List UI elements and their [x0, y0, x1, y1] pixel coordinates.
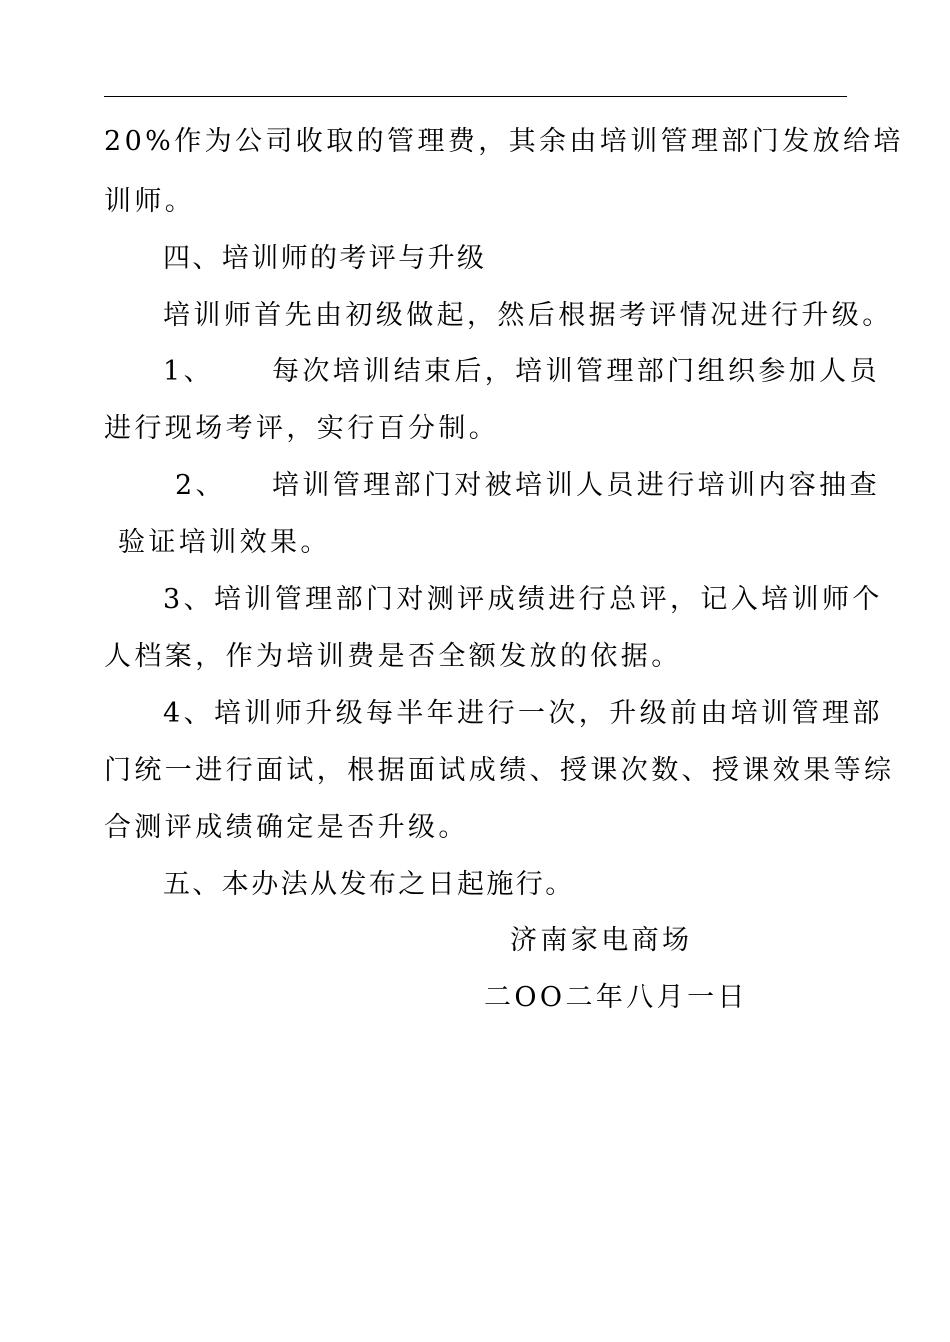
paragraph-line: 20%作为公司收取的管理费，其余由培训管理部门发放给培 — [104, 126, 904, 157]
paragraph-line: 培训师首先由初级做起，然后根据考评情况进行升级。 — [163, 300, 893, 331]
list-item-3: 3、培训管理部门对测评成绩进行总评，记入培训师个 — [163, 584, 883, 615]
paragraph-line: 门统一进行面试，根据面试成绩、授课次数、授课效果等综 — [104, 755, 895, 786]
list-number: 2、 — [175, 470, 226, 501]
paragraph-line: 验证培训效果。 — [118, 527, 331, 558]
paragraph-line: 人档案，作为培训费是否全额发放的依据。 — [104, 641, 682, 672]
list-text: 培训管理部门对被培训人员进行培训内容抽查 — [271, 470, 880, 501]
signature-organization: 济南家电商场 — [510, 925, 693, 956]
header-rule — [104, 96, 847, 97]
list-text: 每次培训结束后，培训管理部门组织参加人员 — [271, 356, 880, 387]
signature-date: 二OO二年八月一日 — [484, 982, 748, 1013]
paragraph-line: 训师。 — [104, 186, 196, 217]
paragraph-line: 进行现场考评，实行百分制。 — [104, 413, 500, 444]
section-heading-4: 四、培训师的考评与升级 — [163, 243, 487, 274]
list-item-2 — [175, 470, 880, 502]
list-number: 1、 — [163, 356, 214, 387]
section-heading-5: 五、本办法从发布之日起施行。 — [163, 869, 575, 900]
list-item-1 — [163, 356, 880, 388]
list-item-4: 4、培训师升级每半年进行一次，升级前由培训管理部 — [163, 698, 883, 729]
paragraph-line: 合测评成绩确定是否升级。 — [104, 812, 469, 843]
